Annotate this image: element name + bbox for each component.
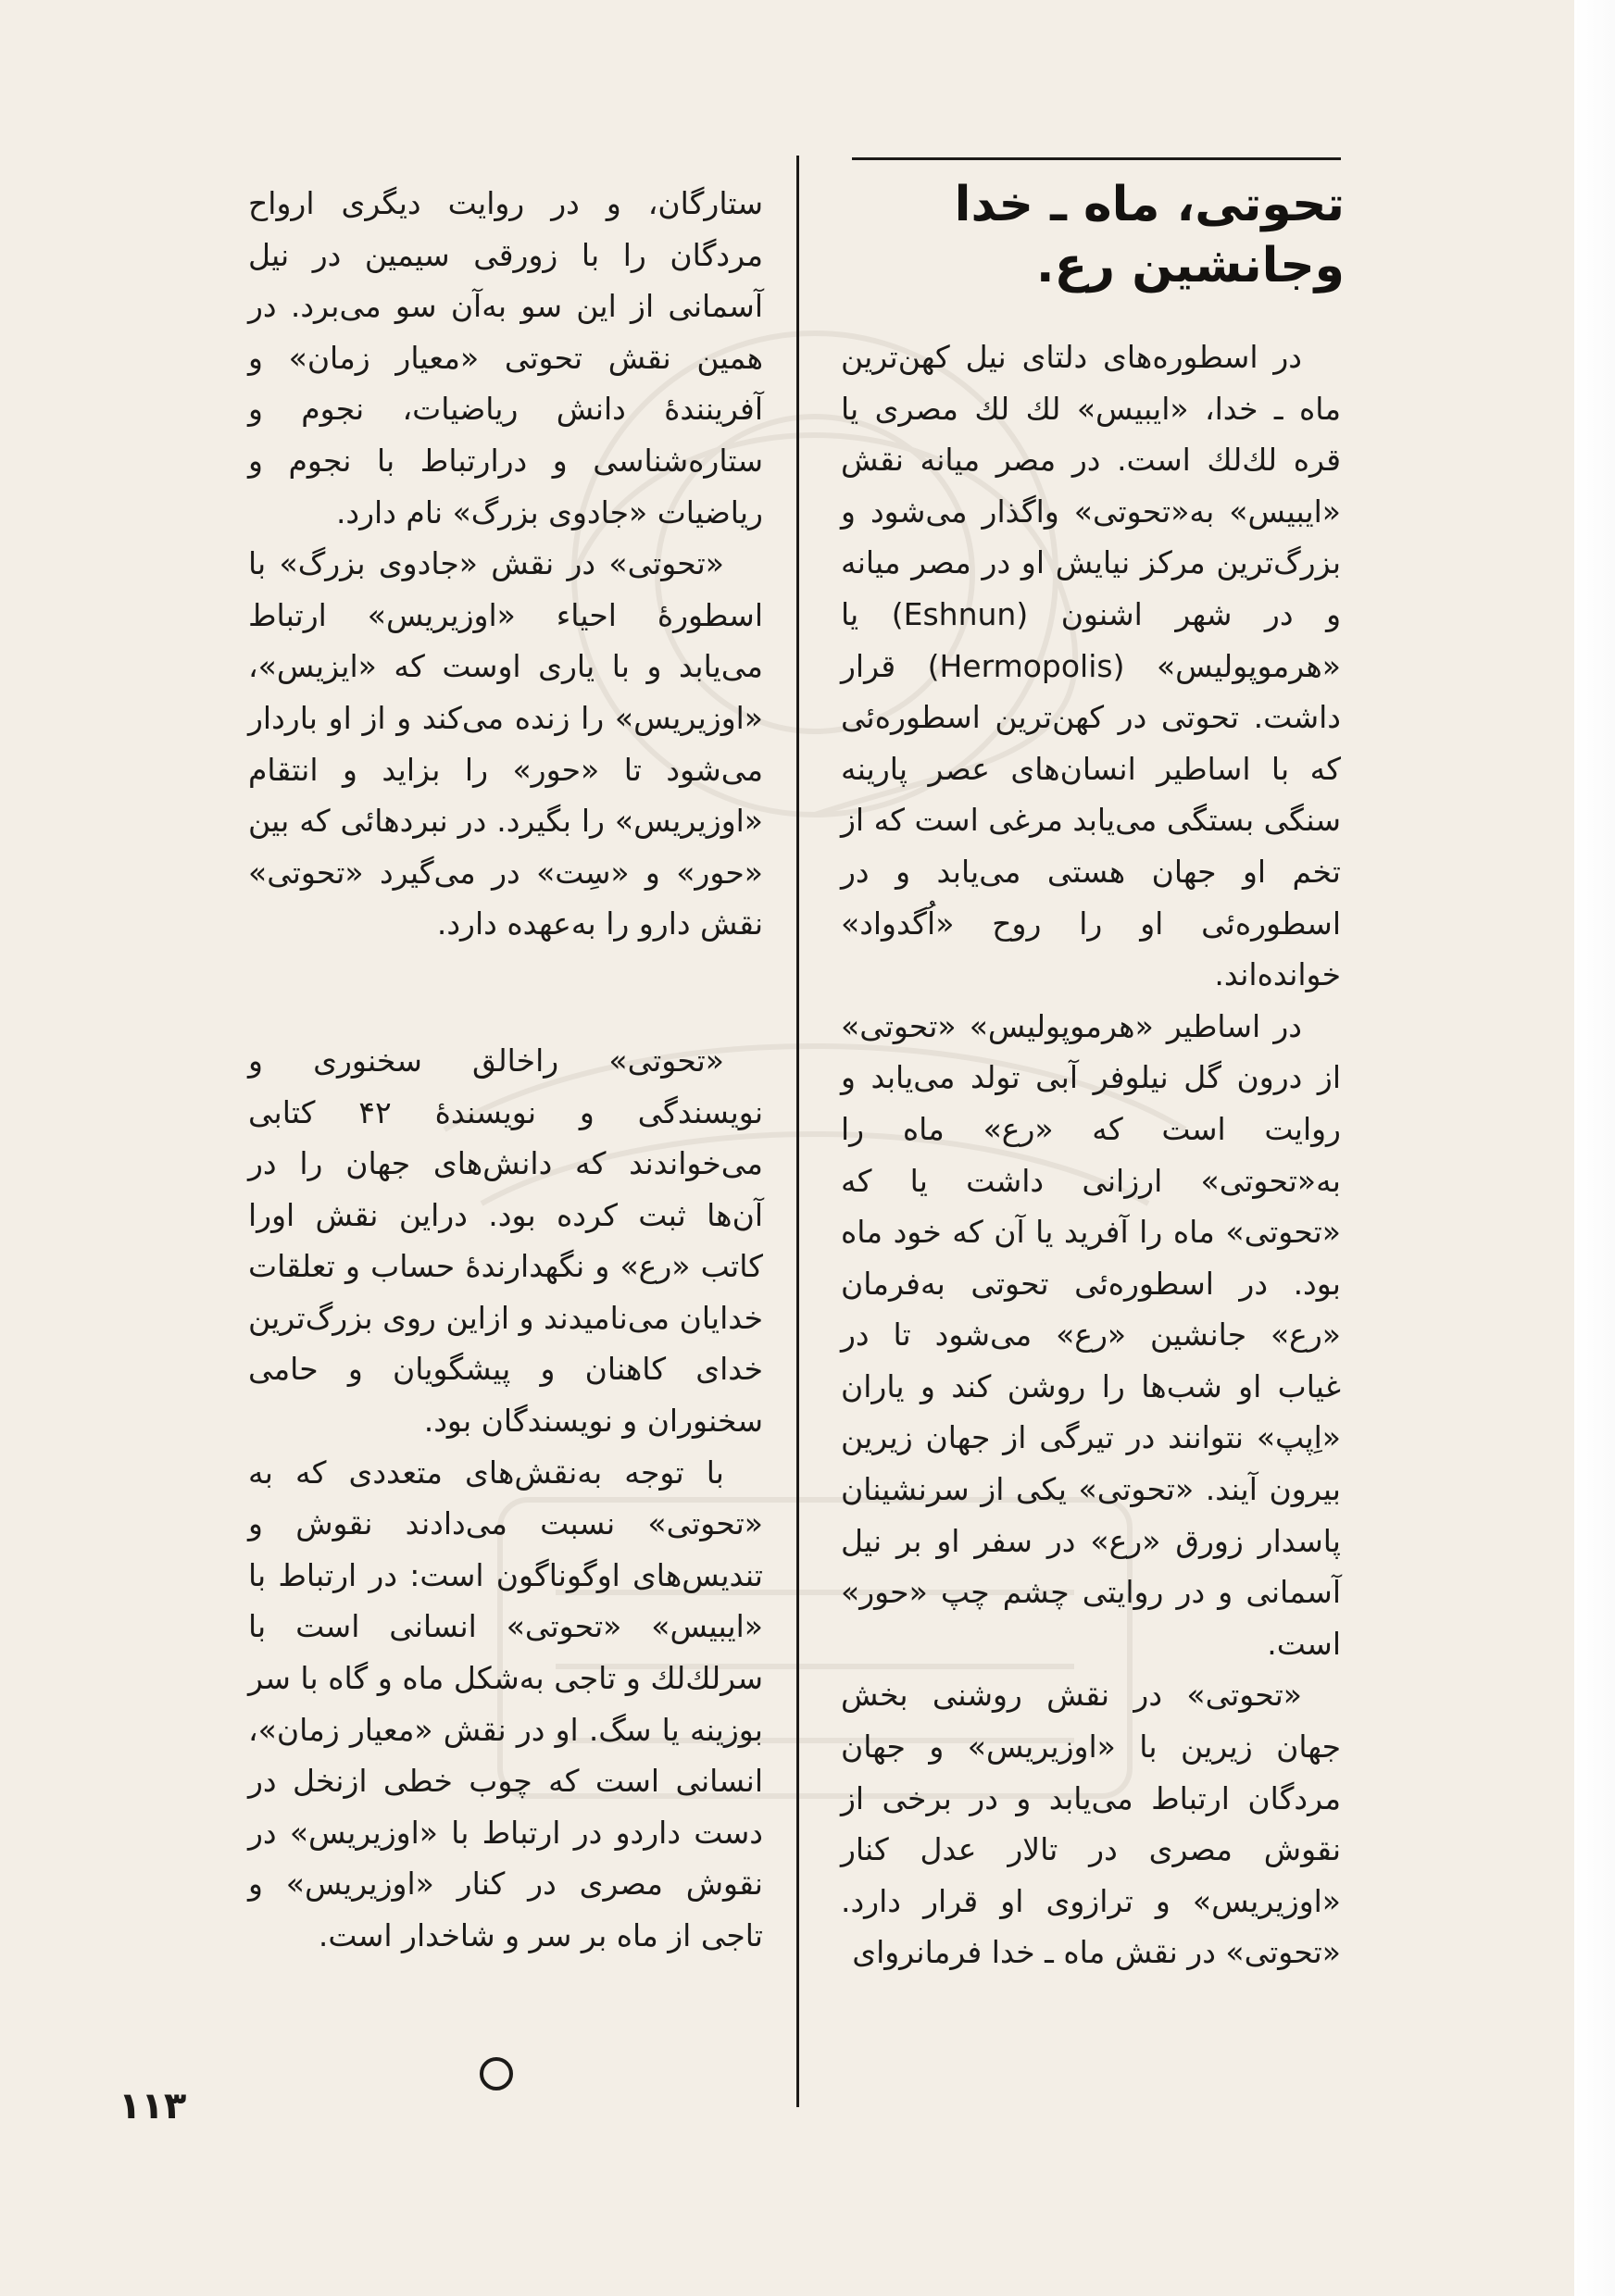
article-title: تحوتی، ماه ـ خدا وجانشین رع. bbox=[954, 177, 1345, 293]
left-column bbox=[248, 178, 763, 1962]
title-rule bbox=[852, 157, 1341, 160]
end-of-article-circle-icon bbox=[480, 2057, 513, 2090]
scan-margin bbox=[1574, 0, 1615, 2296]
paragraph: در اساطیر «هرموپولیس» «تحوتی» از درون گل نیلوفر آبی تولد می‌یابد و روایت است که «رع» ماه را به«تحوتی» ارزانی داشت یا که «تحوتی» ماه را آفرید یا آن که خود ماه بود. در اسطوره‌ئی تحوتی به‌فرمان «رع» جانشین «رع» می‌شود تا در غیاب او شب‌ها را روشن کند و یاران «اِپپ» نتوانند در تیرگی از جهان زیرین بیرون آیند. «تحوتی» یکی از سرنشینان پاسدار زورق «رع» در سفر او بر نیل آسمانی و در روایتی چشم چپ «حور» است. bbox=[841, 1007, 1341, 1662]
paragraph: با توجه به‌نقش‌های متعددی که به «تحوتی» نسبت می‌دادند نقوش و تندیس‌های اوگوناگون است: در ارتباط با «ایبیس» «تحوتی» انسانی است با سرلك‌لك و تاجی به‌شکل ماه و گاه با سر بوزینه یا سگ. او در نقش «معیار زمان»، انسانی است که چوب خطی ازنخل در دست داردو در ارتباط با «اوزیریس» در نقوش مصری در کنار «اوزیریس» و تاجی از ماه بر سر و شاخدار است. bbox=[248, 1454, 763, 1953]
paragraph: در اسطوره‌های دلتای نیل کهن‌ترین ماه ـ خدا، «ایبیس» لك لك مصری یا قره لك‌لك است. در مصر میانه نقش «ایبیس» به«تحوتی» واگذار می‌شود و بزرگ‌ترین مرکز نیایش او در مصر میانه و در شهر اشنون (Eshnun) یا «هرموپولیس» (Hermopolis) قرار داشت. تحوتی در کهن‌ترین اسطوره‌ئی که با اساطیر انسان‌های عصر پارینه سنگی بستگی می‌یابد مرغی است که از تخم او جهان هستی می‌یابد و در اسطوره‌ئی او را روح «اُگدواد» خوانده‌اند. bbox=[841, 339, 1342, 993]
right-column bbox=[841, 331, 1341, 1978]
paragraph: «تحوتی» در نقش «جادوی بزرگ» با اسطورهٔ احیاء «اوزیریس» ارتباط می‌یابد و با یاری اوست که «ایزیس»، «اوزیریس» را زنده می‌کند و از او باردار می‌شود تا «حور» را بزاید و انتقام «اوزیریس» را بگیرد. در نبردهائی که بین «حور» و «سِت» در می‌گیرد «تحوتی» نقش دارو را به‌عهده دارد. bbox=[248, 545, 763, 942]
paragraph: ستارگان، و در روایت دیگری ارواح مردگان را با زورقی سیمین در نیل آسمانی از این سو به‌آن سو می‌برد. در همین نقش تحوتی «معیار زمان» و آفرینندهٔ دانش ریاضیات، نجوم و ستاره‌شناسی و درارتباط با نجوم و ریاضیات «جادوی بزرگ» نام دارد. bbox=[248, 185, 763, 530]
column-divider bbox=[796, 156, 799, 2107]
paragraph: «تحوتی» در نقش روشنی بخش جهان زیرین با «اوزیریس» و جهان مردگان ارتباط می‌یابد و در برخی از نقوش مصری در تالار عدل کنار «اوزیریس» و ترازوی او قرار دارد. «تحوتی» در نقش ماه ـ خدا فرمانروای bbox=[841, 1677, 1341, 1971]
page-number: ۱۱۳ bbox=[119, 2085, 187, 2128]
paragraph: «تحوتی» راخالق سخنوری و نویسندگی و نویسندهٔ ۴۲ کتابی می‌خواندند که دانش‌های جهان را در آن‌ها ثبت کرده بود. دراین نقش اورا کاتب «رع» و نگهدارندهٔ حساب و تعلقات خدایان می‌نامیدند و ازاین روی بزرگ‌ترین خدای کاهنان و پیشگویان و حامی سخنوران و نویسندگان بود. bbox=[248, 1042, 764, 1440]
